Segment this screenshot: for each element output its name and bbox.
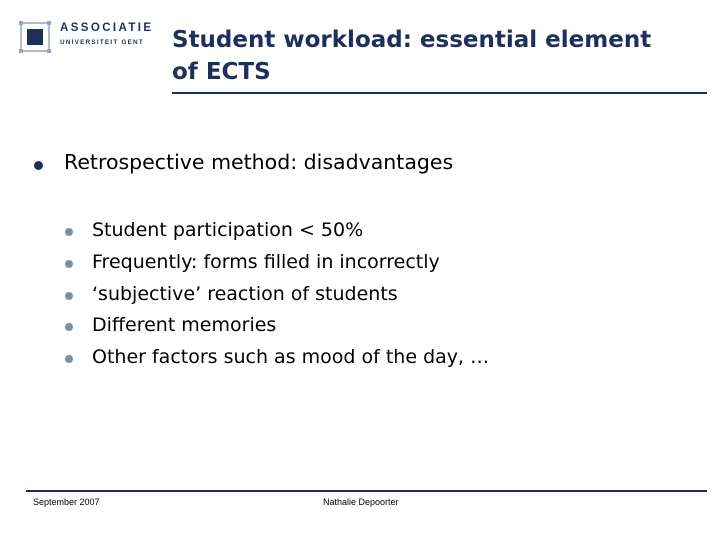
logo-mark-icon — [18, 20, 52, 54]
title-divider — [172, 92, 707, 94]
list-item: ‘subjective’ reaction of students — [92, 283, 398, 305]
list-item: Student participation < 50% — [92, 219, 364, 241]
title-line-2: of ECTS — [172, 59, 271, 85]
logo-bottom-text: UNIVERSITEIT GENT — [60, 39, 144, 46]
title-line-1: Student workload: essential element — [172, 27, 652, 53]
list-item: Other factors such as mood of the day, … — [92, 346, 490, 368]
footer-divider — [26, 490, 707, 492]
sub-bullet-icon — [65, 355, 73, 363]
sub-bullet-icon — [65, 323, 73, 331]
sub-bullet-icon — [65, 260, 73, 268]
slide-title — [172, 24, 712, 88]
sub-bullet-icon — [65, 228, 73, 236]
main-bullet-text: Retrospective method: disadvantages — [64, 150, 454, 174]
logo-top-text: ASSOCIATIE — [60, 22, 154, 34]
list-item: Frequently: forms filled in incorrectly — [92, 251, 440, 273]
associatie-logo — [18, 20, 158, 58]
list-item: Different memories — [92, 314, 277, 336]
bullet-icon — [34, 161, 43, 170]
footer-date: September 2007 — [33, 497, 100, 507]
footer-author: Nathalie Depoorter — [323, 497, 399, 507]
sub-bullet-icon — [65, 292, 73, 300]
